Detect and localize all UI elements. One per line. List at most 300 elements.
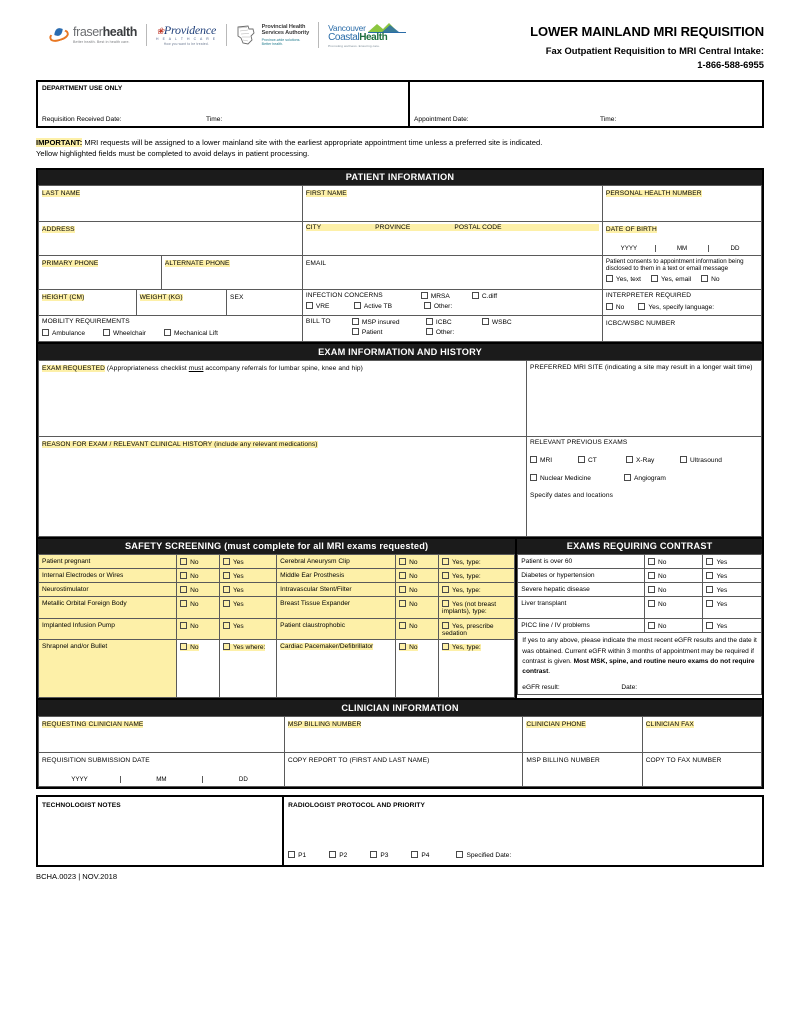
title-block xyxy=(530,22,764,70)
msp-billing-number-label: MSP BILLING NUMBER xyxy=(287,720,362,728)
mobility-option-label: Wheelchair xyxy=(113,330,146,338)
interpreter-option-label: No xyxy=(615,304,625,312)
infection-activetb-option[interactable] xyxy=(354,302,424,310)
table-row xyxy=(39,640,515,698)
vch-coastal: Coastal xyxy=(328,32,360,43)
sex-label: SEX xyxy=(229,294,244,302)
safety-screening-block xyxy=(38,539,517,699)
clinician-information-section xyxy=(36,698,764,789)
specified-date-label: Specified Date: xyxy=(466,851,512,859)
checkbox-icon[interactable] xyxy=(424,302,431,309)
safety-row-1-right-yes[interactable] xyxy=(439,569,515,583)
msp-billing-number-2-label: MSP BILLING NUMBER xyxy=(526,756,600,764)
consent-yes-text-option[interactable] xyxy=(606,275,641,283)
checkbox-icon[interactable] xyxy=(180,572,187,579)
safety-row-2-left-no[interactable] xyxy=(177,583,220,597)
mobility-wheelchair-option[interactable] xyxy=(103,329,146,337)
checkbox-icon[interactable] xyxy=(701,275,708,282)
contrast-row-0-yes[interactable] xyxy=(703,555,762,569)
checkbox-icon[interactable] xyxy=(706,622,713,629)
safety-row-5-right-no[interactable] xyxy=(396,640,439,698)
checkbox-icon[interactable] xyxy=(442,643,449,650)
email-label: EMAIL xyxy=(305,260,327,268)
checkbox-icon[interactable] xyxy=(223,600,230,607)
previous-xray-option[interactable] xyxy=(626,456,678,464)
alternate-phone-field[interactable] xyxy=(161,256,302,290)
safety-row-2-right-label: Intravascular Stent/Filter xyxy=(277,583,396,597)
safety-row-5-left-yes[interactable] xyxy=(219,640,276,698)
table-row xyxy=(39,716,762,752)
patient-information-header: PATIENT INFORMATION xyxy=(38,170,762,186)
priority-options xyxy=(288,850,511,859)
weight-label: WEIGHT (KG) xyxy=(139,294,183,302)
height-field[interactable] xyxy=(39,290,137,316)
department-use-only-box xyxy=(36,80,764,128)
safety-row-0-right-label: Cerebral Aneurysm Clip xyxy=(277,555,396,569)
contrast-block xyxy=(517,539,762,699)
important-keyword: IMPORTANT: xyxy=(36,138,83,147)
infection-option-label: MRSA xyxy=(430,293,450,301)
priority-p2-option[interactable] xyxy=(329,851,347,859)
no-label: No xyxy=(658,622,667,630)
postal-code-label: POSTAL CODE xyxy=(454,224,502,232)
safety-row-5-left-label: Shrapnel and/or Bullet xyxy=(39,640,177,698)
date-of-birth-field[interactable] xyxy=(602,222,761,256)
exam-requested-field[interactable] xyxy=(39,360,527,436)
reason-for-exam-field[interactable] xyxy=(39,436,527,536)
checkbox-icon[interactable] xyxy=(706,572,713,579)
primary-phone-field[interactable] xyxy=(39,256,162,290)
safety-row-1-left-yes[interactable] xyxy=(219,569,276,583)
billto-option-label: ICBC xyxy=(435,319,452,327)
no-label: No xyxy=(190,600,199,608)
contrast-table xyxy=(517,554,762,695)
exam-requested-label: EXAM REQUESTED xyxy=(42,364,105,372)
no-label: No xyxy=(190,586,199,594)
exam-information-header: EXAM INFORMATION AND HISTORY xyxy=(38,344,762,360)
checkbox-icon[interactable] xyxy=(706,586,713,593)
consent-no-option[interactable] xyxy=(701,275,719,283)
checkbox-icon[interactable] xyxy=(706,600,713,607)
providence-mark-icon: ❀ xyxy=(156,26,164,37)
previous-ultrasound-option[interactable] xyxy=(680,456,722,464)
city-label: CITY xyxy=(305,224,322,232)
billto-option-label: WSBC xyxy=(491,319,512,327)
dob-dd: DD xyxy=(708,245,761,252)
safety-row-4-left-yes[interactable] xyxy=(219,619,276,640)
safety-row-2-right-no[interactable] xyxy=(396,583,439,597)
checkbox-icon[interactable] xyxy=(606,303,613,310)
clinician-name-label: REQUESTING CLINICIAN NAME xyxy=(42,720,144,728)
checkbox-icon[interactable] xyxy=(352,328,359,335)
contrast-row-4-no[interactable] xyxy=(645,619,703,633)
billto-option-label: Patient xyxy=(361,329,383,337)
icbc-wsbc-number-field[interactable] xyxy=(602,316,761,342)
yes-label: Yes xyxy=(232,558,244,566)
previous-option-label: CT xyxy=(588,456,597,464)
checkbox-icon[interactable] xyxy=(530,456,537,463)
contrast-row-1-yes[interactable] xyxy=(703,569,762,583)
yes-label: Yes, type: xyxy=(452,572,481,580)
first-name-label: FIRST NAME xyxy=(305,190,347,198)
checkbox-icon[interactable] xyxy=(648,622,655,629)
contrast-row-3-yes[interactable] xyxy=(703,597,762,619)
fax-phone-number: 1-866-588-6955 xyxy=(697,59,764,70)
alternate-phone-label: ALTERNATE PHONE xyxy=(164,260,230,268)
no-label: No xyxy=(409,622,418,630)
no-label: No xyxy=(409,558,418,566)
interpreter-option-label: Yes, specify language: xyxy=(648,304,715,312)
table-row xyxy=(518,619,762,633)
safety-row-5-right-text: Cardiac Pacemaker/Defibrillator xyxy=(280,642,374,650)
first-name-field[interactable] xyxy=(302,186,602,222)
table-row xyxy=(39,256,762,290)
table-row xyxy=(39,752,762,786)
checkbox-icon[interactable] xyxy=(399,600,406,607)
contrast-row-2-yes[interactable] xyxy=(703,583,762,597)
consent-field xyxy=(602,256,761,290)
submission-dd: DD xyxy=(202,776,284,783)
checkbox-icon[interactable] xyxy=(651,275,658,282)
infection-vre-option[interactable] xyxy=(306,302,354,310)
checkbox-icon[interactable] xyxy=(421,292,428,299)
bill-to-label: BILL TO xyxy=(305,318,331,326)
technologist-notes-label: TECHNOLOGIST NOTES xyxy=(42,801,121,809)
checkbox-icon[interactable] xyxy=(411,851,418,858)
yes-label: Yes xyxy=(232,600,244,608)
safety-screening-table xyxy=(38,554,515,698)
infection-other-option[interactable] xyxy=(424,302,452,310)
mobility-option-label: Mechanical Lift xyxy=(173,330,218,338)
mobility-ambulance-option[interactable] xyxy=(42,329,85,337)
priority-label: P1 xyxy=(298,851,307,859)
safety-row-3-left-yes[interactable] xyxy=(219,597,276,619)
safety-row-1-left-no[interactable] xyxy=(177,569,220,583)
previous-nuclear-medicine-option[interactable] xyxy=(530,474,622,482)
contrast-row-4-yes[interactable] xyxy=(703,619,762,633)
checkbox-icon[interactable] xyxy=(624,474,631,481)
safety-row-5-right-label xyxy=(277,640,396,698)
checkbox-icon[interactable] xyxy=(472,292,479,299)
checkbox-icon[interactable] xyxy=(442,600,449,607)
no-label: No xyxy=(409,572,418,580)
checkbox-icon[interactable] xyxy=(442,572,449,579)
checkbox-icon[interactable] xyxy=(578,456,585,463)
form-header xyxy=(0,0,791,70)
checkbox-icon[interactable] xyxy=(306,302,313,309)
contrast-row-2-label: Severe hepatic disease xyxy=(518,583,645,597)
phsa-line3: Province-wide solutions. xyxy=(261,37,301,42)
requisition-received-time-label: Time: xyxy=(206,116,223,123)
previous-exams-label: RELEVANT PREVIOUS EXAMS xyxy=(530,438,628,446)
exam-requested-note-a: (Appropriateness checklist xyxy=(104,364,189,372)
mobility-mechanical-lift-option[interactable] xyxy=(164,329,218,337)
checkbox-icon[interactable] xyxy=(329,851,336,858)
priority-label: P2 xyxy=(339,851,348,859)
infection-option-label: VRE xyxy=(315,303,330,311)
safety-row-4-left-no[interactable] xyxy=(177,619,220,640)
exam-requested-note-b: accompany referrals for lumbar spine, knee and hip) xyxy=(203,364,363,372)
checkbox-icon[interactable] xyxy=(223,643,230,650)
checkbox-icon[interactable] xyxy=(638,303,645,310)
checkbox-icon[interactable] xyxy=(648,558,655,565)
height-label: HEIGHT (CM) xyxy=(42,294,85,302)
table-row xyxy=(39,583,515,597)
clinician-table xyxy=(38,716,762,787)
last-name-field[interactable] xyxy=(39,186,303,222)
safety-row-0-right-yes[interactable] xyxy=(439,555,515,569)
email-field[interactable] xyxy=(302,256,602,290)
mobility-field xyxy=(39,316,303,342)
submission-date-label: REQUISITION SUBMISSION DATE xyxy=(42,756,150,764)
previous-mri-option[interactable] xyxy=(530,456,576,464)
checkbox-icon[interactable] xyxy=(442,558,449,565)
checkbox-icon[interactable] xyxy=(354,302,361,309)
priority-p4-option[interactable] xyxy=(411,851,429,859)
exam-requested-must: must xyxy=(188,364,204,372)
no-label: No xyxy=(658,586,667,594)
table-row xyxy=(39,316,762,342)
previous-exams-field xyxy=(527,436,762,536)
checkbox-icon[interactable] xyxy=(180,600,187,607)
billto-msp-option[interactable] xyxy=(352,318,426,326)
safety-row-3-right-no[interactable] xyxy=(396,597,439,619)
safety-row-5-right-yes[interactable] xyxy=(439,640,515,698)
safety-row-2-right-yes[interactable] xyxy=(439,583,515,597)
interpreter-no-option[interactable] xyxy=(606,303,624,311)
providence-logo xyxy=(146,24,226,46)
copy-report-to-label: COPY REPORT TO (FIRST AND LAST NAME) xyxy=(287,756,430,764)
checkbox-icon[interactable] xyxy=(456,851,463,858)
checkbox-icon[interactable] xyxy=(370,851,377,858)
clinician-fax-field[interactable] xyxy=(642,716,761,752)
infection-mrsa-option[interactable] xyxy=(421,292,450,300)
safety-row-3-right-yes[interactable] xyxy=(439,597,515,619)
yes-label: Yes (not breast implants), type: xyxy=(442,600,497,615)
measurements-table xyxy=(38,289,762,316)
bill-to-field xyxy=(302,316,602,342)
dob-parts xyxy=(603,245,761,252)
interpreter-field xyxy=(602,290,761,316)
preferred-site-field[interactable] xyxy=(527,360,762,436)
table-row xyxy=(518,569,762,583)
msp-billing-number-field[interactable] xyxy=(284,716,523,752)
form-footer-code: BCHA.0023 | NOV.2018 xyxy=(36,871,118,881)
safety-row-4-right-yes[interactable] xyxy=(439,619,515,640)
primary-phone-label: PRIMARY PHONE xyxy=(42,260,99,268)
department-use-only-title: DEPARTMENT USE ONLY xyxy=(42,85,123,92)
billto-option-label: MSP insured xyxy=(361,319,400,327)
checkbox-icon[interactable] xyxy=(530,474,537,481)
safety-row-4-left-label: Implanted Infusion Pump xyxy=(39,619,177,640)
clinician-phone-label: CLINICIAN PHONE xyxy=(526,720,586,728)
no-label: No xyxy=(409,586,418,594)
no-label: No xyxy=(190,558,199,566)
checkbox-icon[interactable] xyxy=(482,318,489,325)
priority-p3-option[interactable] xyxy=(370,851,388,859)
checkbox-icon[interactable] xyxy=(223,622,230,629)
phsa-logo xyxy=(226,24,318,46)
billto-wsbc-option[interactable] xyxy=(482,318,512,326)
contrast-row-3-no[interactable] xyxy=(645,597,703,619)
contrast-row-1-no[interactable] xyxy=(645,569,703,583)
specified-date-option[interactable] xyxy=(456,851,511,859)
checkbox-icon[interactable] xyxy=(180,643,187,650)
checkbox-icon[interactable] xyxy=(288,851,295,858)
safety-row-5-left-no[interactable] xyxy=(177,640,220,698)
contrast-row-0-no[interactable] xyxy=(645,555,703,569)
yes-label: Yes, prescribe sedation xyxy=(442,622,494,637)
clinician-phone-field[interactable] xyxy=(523,716,642,752)
table-row xyxy=(39,619,515,640)
checkbox-icon[interactable] xyxy=(399,558,406,565)
fraserhealth-mark-icon xyxy=(49,28,69,43)
checkbox-icon[interactable] xyxy=(680,456,687,463)
checkbox-icon[interactable] xyxy=(648,572,655,579)
table-row xyxy=(518,555,762,569)
table-row xyxy=(518,583,762,597)
radiologist-protocol-field[interactable] xyxy=(284,797,762,865)
weight-field[interactable] xyxy=(136,290,226,316)
contrast-row-0-label: Patient is over 60 xyxy=(518,555,645,569)
checkbox-icon[interactable] xyxy=(399,572,406,579)
yes-label: Yes xyxy=(716,622,728,630)
checkbox-icon[interactable] xyxy=(442,586,449,593)
checkbox-icon[interactable] xyxy=(399,586,406,593)
submission-yyyy: YYYY xyxy=(71,775,88,783)
copy-report-to-field[interactable] xyxy=(284,752,523,786)
safety-row-3-right-label: Breast Tissue Expander xyxy=(277,597,396,619)
copy-to-fax-number-field[interactable] xyxy=(642,752,761,786)
technologist-notes-field[interactable] xyxy=(38,797,284,865)
checkbox-icon[interactable] xyxy=(442,622,449,629)
safety-row-1-left-label: Internal Electrodes or Wires xyxy=(39,569,177,583)
checkbox-icon[interactable] xyxy=(399,643,406,650)
consent-yes-email-option[interactable] xyxy=(651,275,691,283)
consent-option-label: No xyxy=(711,276,720,284)
contrast-note-a: If yes to any above, please indicate the most recent eGFR results and the date it was obtained. Current eGFR within 3 months of appointment may be required if contrast is given. xyxy=(522,637,757,665)
table-row xyxy=(39,360,762,436)
msp-billing-number-2-field[interactable] xyxy=(523,752,642,786)
consent-line2: disclosed to them in a text or email message xyxy=(605,265,729,273)
checkbox-icon[interactable] xyxy=(399,622,406,629)
safety-row-0-left-no[interactable] xyxy=(177,555,220,569)
checkbox-icon[interactable] xyxy=(352,318,359,325)
billto-other-option[interactable] xyxy=(426,328,454,336)
checkbox-icon[interactable] xyxy=(223,558,230,565)
sex-field[interactable] xyxy=(226,290,302,316)
contact-table xyxy=(38,255,762,290)
phn-field[interactable] xyxy=(602,186,761,222)
safety-row-4-right-no[interactable] xyxy=(396,619,439,640)
contrast-note-cell xyxy=(518,633,762,695)
previous-option-label: X-Ray xyxy=(636,456,655,464)
contrast-row-4-label: PICC line / IV problems xyxy=(518,619,645,633)
no-label: No xyxy=(658,600,667,608)
table-row xyxy=(39,597,515,619)
checkbox-icon[interactable] xyxy=(223,586,230,593)
copy-to-fax-number-label: COPY TO FAX NUMBER xyxy=(645,756,722,764)
clinician-name-field[interactable] xyxy=(39,716,285,752)
address-field[interactable] xyxy=(39,222,303,256)
checkbox-icon[interactable] xyxy=(164,329,171,336)
vch-line1: Vancouver xyxy=(328,23,366,34)
submission-date-field[interactable] xyxy=(39,752,285,786)
logo-bar xyxy=(40,22,415,48)
important-line1: MRI requests will be assigned to a lower mainland site with the earliest appropriate appointment time unless a preferred site is indicated. xyxy=(82,138,543,147)
phsa-line2: Services Authority xyxy=(261,30,310,37)
safety-row-3-left-label: Metallic Orbital Foreign Body xyxy=(39,597,177,619)
previous-option-label: Ultrasound xyxy=(690,456,722,464)
submission-date-parts xyxy=(39,776,284,783)
safety-row-2-left-yes[interactable] xyxy=(219,583,276,597)
yes-label: Yes where: xyxy=(232,643,266,651)
yes-label: Yes xyxy=(716,600,728,608)
checkbox-icon[interactable] xyxy=(648,586,655,593)
infection-cdiff-option[interactable] xyxy=(472,292,497,300)
previous-option-label: Angiogram xyxy=(634,474,666,482)
requisition-received-date-label: Requisition Received Date: xyxy=(42,116,122,123)
checkbox-icon[interactable] xyxy=(706,558,713,565)
interpreter-label: INTERPRETER REQUIRED xyxy=(605,292,692,300)
reason-for-exam-label: REASON FOR EXAM / RELEVANT CLINICAL HISTORY (include any relevant medications) xyxy=(42,440,318,448)
important-line2: Yellow highlighted fields must be completed to avoid delays in patient processing. xyxy=(36,149,310,159)
table-row xyxy=(518,633,762,695)
checkbox-icon[interactable] xyxy=(180,586,187,593)
providence-tagline: How you want to be treated. xyxy=(163,41,209,46)
egfr-date-label: Date: xyxy=(621,684,638,692)
billto-icbc-option[interactable] xyxy=(426,318,482,326)
contrast-row-2-no[interactable] xyxy=(645,583,703,597)
checkbox-icon[interactable] xyxy=(180,558,187,565)
vch-tagline: Promoting wellness. Ensuring care. xyxy=(328,44,380,48)
priority-p1-option[interactable] xyxy=(288,851,306,859)
yes-label: Yes xyxy=(716,572,728,580)
checkbox-icon[interactable] xyxy=(626,456,633,463)
dob-yyyy: YYYY xyxy=(620,245,638,253)
checkbox-icon[interactable] xyxy=(42,329,49,336)
fraserhealth-tagline: Better health. Best in health care. xyxy=(73,39,130,44)
vch-health: Health xyxy=(359,32,388,43)
interpreter-yes-option[interactable] xyxy=(638,303,714,311)
checkbox-icon[interactable] xyxy=(426,328,433,335)
safety-row-1-right-no[interactable] xyxy=(396,569,439,583)
infection-option-label: Other: xyxy=(433,303,453,311)
checkbox-icon[interactable] xyxy=(426,318,433,325)
infection-option-label: Active TB xyxy=(363,303,392,311)
checkbox-icon[interactable] xyxy=(180,622,187,629)
checkbox-icon[interactable] xyxy=(223,572,230,579)
consent-option-label: Yes, text xyxy=(615,276,641,284)
city-province-postal-field[interactable] xyxy=(302,222,602,256)
safety-row-0-left-yes[interactable] xyxy=(219,555,276,569)
yes-label: Yes xyxy=(716,558,728,566)
previous-ct-option[interactable] xyxy=(578,456,624,464)
contrast-row-1-label: Diabetes or hypertension xyxy=(518,569,645,583)
checkbox-icon[interactable] xyxy=(648,600,655,607)
previous-angiogram-option[interactable] xyxy=(624,474,666,482)
fraserhealth-name-light: fraser xyxy=(73,25,103,40)
safety-row-0-right-no[interactable] xyxy=(396,555,439,569)
contrast-row-3-label: Liver transplant xyxy=(518,597,645,619)
safety-screening-header: SAFETY SCREENING (must complete for all MRI exams requested) xyxy=(38,539,515,555)
safety-row-3-left-no[interactable] xyxy=(177,597,220,619)
phsa-line1: Provincial Health xyxy=(261,24,306,31)
checkbox-icon[interactable] xyxy=(103,329,110,336)
billto-patient-option[interactable] xyxy=(352,328,426,336)
safety-contrast-section xyxy=(36,537,764,701)
checkbox-icon[interactable] xyxy=(606,275,613,282)
